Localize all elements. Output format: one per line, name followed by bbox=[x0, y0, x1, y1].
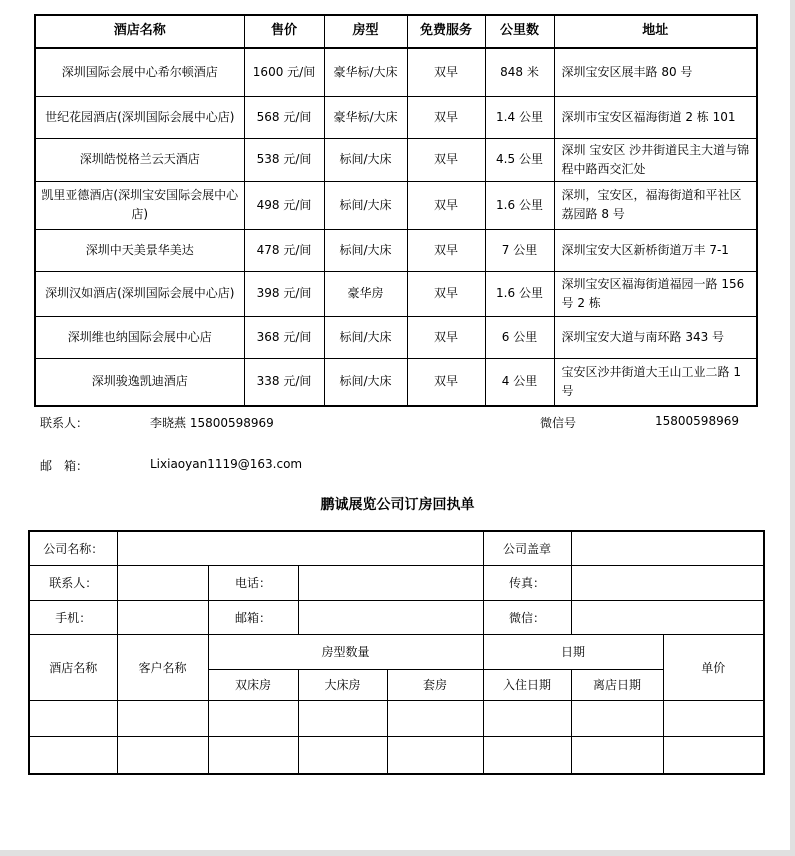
customer-name-header: 客户名称 bbox=[117, 634, 208, 700]
col-header-distance: 公里数 bbox=[485, 15, 554, 48]
entry-customer-name-field[interactable] bbox=[117, 736, 208, 774]
address-cell: 深圳宝安大道与南环路 343 号 bbox=[554, 316, 757, 358]
room-type-cell: 标间/大床 bbox=[324, 229, 407, 271]
room-type-cell: 豪华房 bbox=[324, 271, 407, 316]
room-type-cell: 标间/大床 bbox=[324, 316, 407, 358]
entry-twin-room-field[interactable] bbox=[208, 736, 298, 774]
contact-field[interactable] bbox=[117, 565, 208, 600]
hotel-name-cell: 深圳皓悦格兰云天酒店 bbox=[35, 138, 244, 181]
free-service-cell: 双早 bbox=[407, 271, 485, 316]
form-row-company bbox=[29, 531, 764, 565]
hotel-price-table bbox=[34, 14, 758, 407]
table-row bbox=[35, 358, 757, 406]
entry-hotel-name-field[interactable] bbox=[29, 700, 117, 736]
date-header: 日期 bbox=[483, 634, 663, 669]
entry-unit-price-field[interactable] bbox=[663, 736, 764, 774]
company-seal-field[interactable] bbox=[571, 531, 764, 565]
company-name-field[interactable] bbox=[117, 531, 483, 565]
free-service-cell: 双早 bbox=[407, 358, 485, 406]
company-name-label: 公司名称： bbox=[29, 531, 117, 565]
price-cell: 478 元/间 bbox=[244, 229, 324, 271]
page-edge-right bbox=[790, 0, 795, 850]
form-row-mobile bbox=[29, 600, 764, 634]
booking-form-title: 鹏诚展览公司订房回执单 bbox=[320, 497, 475, 513]
phone-field[interactable] bbox=[298, 565, 483, 600]
form-entry-row bbox=[29, 700, 764, 736]
price-cell: 538 元/间 bbox=[244, 138, 324, 181]
form-grid-header-row-1 bbox=[29, 634, 764, 669]
free-service-cell: 双早 bbox=[407, 229, 485, 271]
unit-price-header: 单价 bbox=[663, 634, 764, 700]
room-type-cell: 标间/大床 bbox=[324, 138, 407, 181]
free-service-cell: 双早 bbox=[407, 96, 485, 138]
table-row bbox=[35, 138, 757, 181]
price-cell: 338 元/间 bbox=[244, 358, 324, 406]
entry-checkout-field[interactable] bbox=[571, 736, 663, 774]
entry-suite-field[interactable] bbox=[387, 736, 483, 774]
price-cell: 398 元/间 bbox=[244, 271, 324, 316]
room-type-cell: 标间/大床 bbox=[324, 358, 407, 406]
form-row-contact bbox=[29, 565, 764, 600]
room-type-cell: 豪华标/大床 bbox=[324, 96, 407, 138]
suite-header: 套房 bbox=[387, 669, 483, 700]
distance-cell: 7 公里 bbox=[485, 229, 554, 271]
form-entry-row bbox=[29, 736, 764, 774]
contact-label: 联系人： bbox=[29, 565, 117, 600]
hotel-name-cell: 深圳汉如酒店(深圳国际会展中心店) bbox=[35, 271, 244, 316]
email-field[interactable] bbox=[298, 600, 483, 634]
checkin-header: 入住日期 bbox=[483, 669, 571, 700]
free-service-cell: 双早 bbox=[407, 181, 485, 229]
hotel-name-cell: 深圳中天美景华美达 bbox=[35, 229, 244, 271]
table-row bbox=[35, 229, 757, 271]
price-cell: 568 元/间 bbox=[244, 96, 324, 138]
hotel-name-cell: 世纪花园酒店(深圳国际会展中心店) bbox=[35, 96, 244, 138]
room-type-cell: 标间/大床 bbox=[324, 181, 407, 229]
room-quantity-header: 房型数量 bbox=[208, 634, 483, 669]
hotel-name-cell: 深圳骏逸凯迪酒店 bbox=[35, 358, 244, 406]
email-label: 邮 箱： bbox=[40, 459, 89, 473]
hotel-name-cell: 凯里亚德酒店(深圳宝安国际会展中心店) bbox=[35, 181, 244, 229]
checkout-header: 离店日期 bbox=[571, 669, 663, 700]
free-service-cell: 双早 bbox=[407, 316, 485, 358]
room-type-cell: 豪华标/大床 bbox=[324, 48, 407, 96]
table-row bbox=[35, 48, 757, 96]
col-header-hotel-name: 酒店名称 bbox=[35, 15, 244, 48]
address-cell: 宝安区沙井街道大王山工业二路 1 号 bbox=[554, 358, 757, 406]
email-label: 邮箱： bbox=[208, 600, 298, 634]
wechat-label: 微信： bbox=[483, 600, 571, 634]
entry-twin-room-field[interactable] bbox=[208, 700, 298, 736]
entry-customer-name-field[interactable] bbox=[117, 700, 208, 736]
distance-cell: 4.5 公里 bbox=[485, 138, 554, 181]
distance-cell: 1.6 公里 bbox=[485, 271, 554, 316]
entry-checkin-field[interactable] bbox=[483, 700, 571, 736]
king-room-header: 大床房 bbox=[298, 669, 387, 700]
hotel-name-cell: 深圳国际会展中心希尔顿酒店 bbox=[35, 48, 244, 96]
price-cell: 1600 元/间 bbox=[244, 48, 324, 96]
price-cell: 368 元/间 bbox=[244, 316, 324, 358]
wechat-label: 微信号 bbox=[540, 416, 577, 430]
entry-hotel-name-field[interactable] bbox=[29, 736, 117, 774]
col-header-free-service: 免费服务 bbox=[407, 15, 485, 48]
contact-person-label: 联系人： bbox=[40, 416, 89, 430]
col-header-room-type: 房型 bbox=[324, 15, 407, 48]
phone-label: 电话： bbox=[208, 565, 298, 600]
email-value: Lixiaoyan1119@163.com bbox=[150, 457, 303, 471]
distance-cell: 848 米 bbox=[485, 48, 554, 96]
col-header-address: 地址 bbox=[554, 15, 757, 48]
table-row bbox=[35, 96, 757, 138]
page-edge-bottom bbox=[0, 850, 795, 856]
hotel-table-header-row bbox=[35, 15, 757, 48]
table-row bbox=[35, 181, 757, 229]
address-cell: 深圳，宝安区，福海街道和平社区荔园路 8 号 bbox=[554, 181, 757, 229]
price-cell: 498 元/间 bbox=[244, 181, 324, 229]
table-row bbox=[35, 271, 757, 316]
entry-king-room-field[interactable] bbox=[298, 736, 387, 774]
free-service-cell: 双早 bbox=[407, 48, 485, 96]
table-row bbox=[35, 316, 757, 358]
entry-king-room-field[interactable] bbox=[298, 700, 387, 736]
address-cell: 深圳宝安区福海街道福园一路 156 号 2 栋 bbox=[554, 271, 757, 316]
fax-label: 传真： bbox=[483, 565, 571, 600]
hotel-name-cell: 深圳维也纳国际会展中心店 bbox=[35, 316, 244, 358]
fax-field[interactable] bbox=[571, 565, 764, 600]
booking-form-table bbox=[28, 530, 765, 775]
address-cell: 深圳宝安大区新桥街道万丰 7-1 bbox=[554, 229, 757, 271]
entry-unit-price-field[interactable] bbox=[663, 700, 764, 736]
address-cell: 深圳市宝安区福海街道 2 栋 101 bbox=[554, 96, 757, 138]
entry-checkout-field[interactable] bbox=[571, 700, 663, 736]
mobile-label: 手机： bbox=[29, 600, 117, 634]
entry-checkin-field[interactable] bbox=[483, 736, 571, 774]
distance-cell: 1.4 公里 bbox=[485, 96, 554, 138]
col-header-price: 售价 bbox=[244, 15, 324, 48]
hotel-name-header: 酒店名称 bbox=[29, 634, 117, 700]
address-cell: 深圳宝安区展丰路 80 号 bbox=[554, 48, 757, 96]
twin-room-header: 双床房 bbox=[208, 669, 298, 700]
mobile-field[interactable] bbox=[117, 600, 208, 634]
wechat-number: 15800598969 bbox=[655, 414, 739, 428]
distance-cell: 1.6 公里 bbox=[485, 181, 554, 229]
company-seal-label: 公司盖章 bbox=[483, 531, 571, 565]
distance-cell: 6 公里 bbox=[485, 316, 554, 358]
contact-person-value: 李晓燕 15800598969 bbox=[150, 416, 274, 430]
address-cell: 深圳 宝安区 沙井街道民主大道与锦程中路西交汇处 bbox=[554, 138, 757, 181]
wechat-field[interactable] bbox=[571, 600, 764, 634]
distance-cell: 4 公里 bbox=[485, 358, 554, 406]
free-service-cell: 双早 bbox=[407, 138, 485, 181]
entry-suite-field[interactable] bbox=[387, 700, 483, 736]
